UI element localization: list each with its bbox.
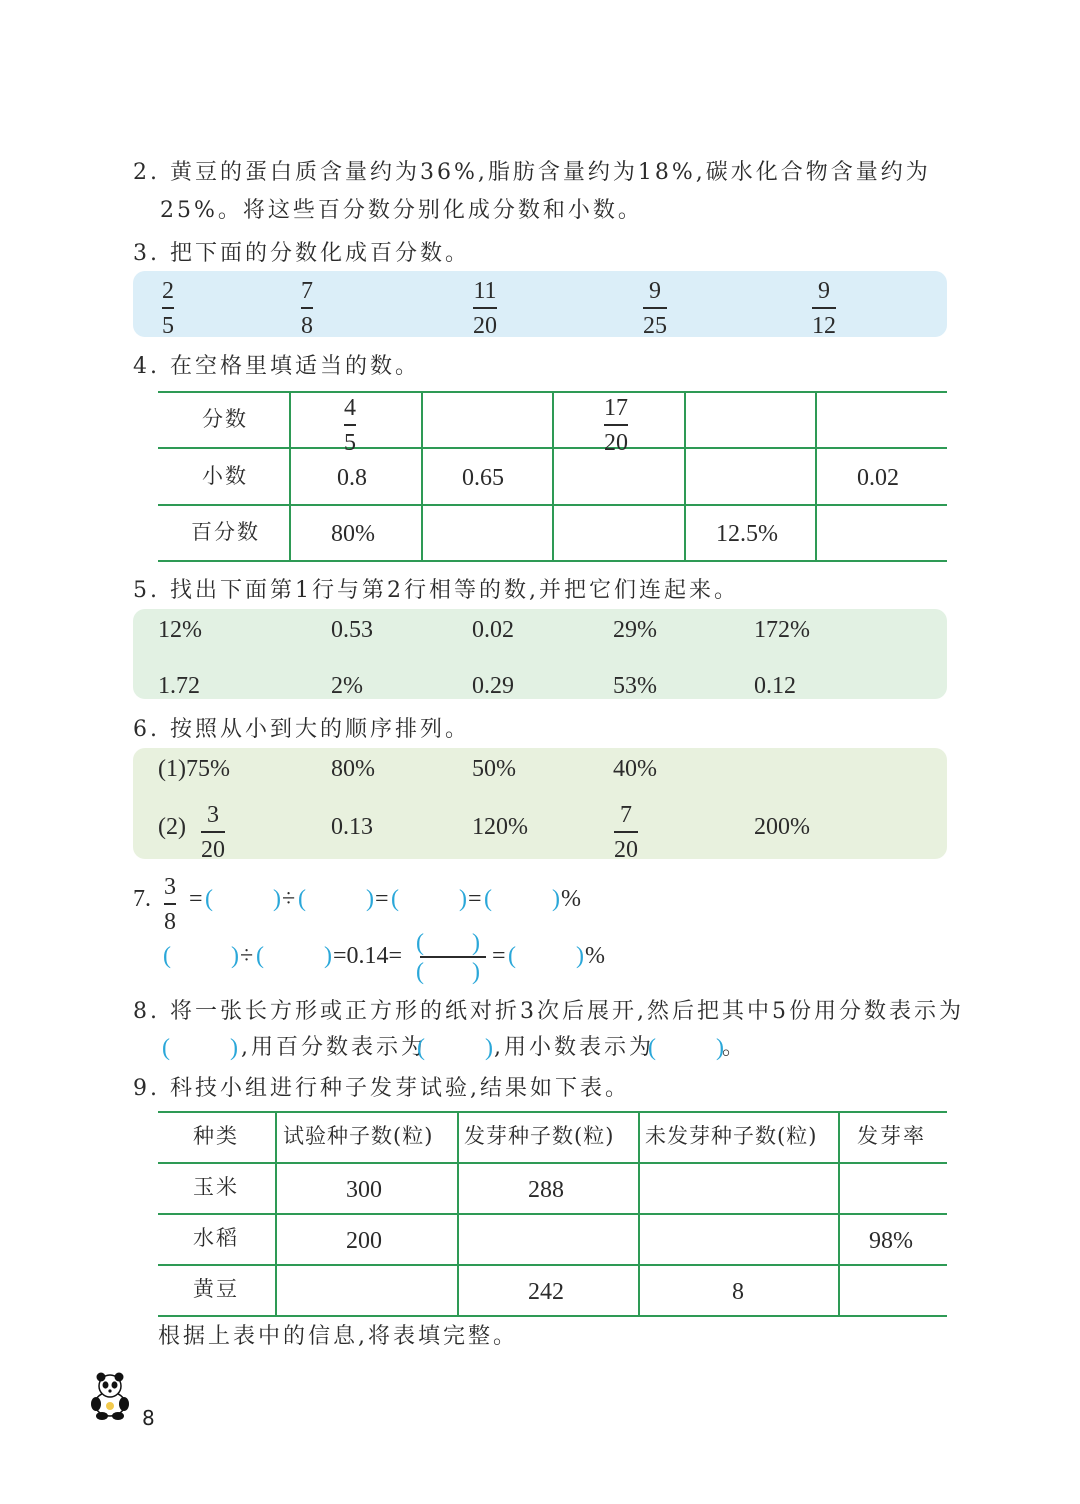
q7-label: 7.	[133, 886, 151, 912]
q9-header: 种类	[193, 1124, 239, 1148]
q6-title: 6. 按照从小到大的顺序排列。	[133, 717, 470, 742]
q7-blank-6[interactable]: ( )	[256, 943, 332, 969]
q4-fraction-cell-1: 4 5	[344, 395, 356, 456]
q5-title: 5. 找出下面第1行与第2行相等的数,并把它们连起来。	[133, 578, 739, 603]
q6-row1-item: 80%	[331, 756, 375, 782]
q6-row2-item: 200%	[754, 814, 810, 840]
q4-decimal-2: 0.65	[462, 465, 504, 491]
q9-row-label: 玉米	[193, 1175, 239, 1199]
q5-row1-item[interactable]: 29%	[613, 617, 657, 643]
q7-blank-7[interactable]: ( )	[508, 943, 584, 969]
q9-cell: 200	[346, 1228, 382, 1254]
q2-line2: 25%。将这些百分数分别化成分数和小数。	[160, 198, 643, 223]
q3-fraction-5: 9 12	[812, 278, 836, 339]
q8-blank-fraction[interactable]: ( )	[162, 1035, 238, 1061]
q9-footer: 根据上表中的信息,将表填完整。	[158, 1324, 518, 1349]
q5-row2-item[interactable]: 53%	[613, 673, 657, 699]
q8-line1: 8. 将一张长方形或正方形的纸对折3次后展开,然后把其中5份用分数表示为	[133, 999, 964, 1024]
q3-title: 3. 把下面的分数化成百分数。	[133, 241, 470, 266]
q4-decimal-1: 0.8	[337, 465, 367, 491]
q4-fraction-cell-3: 17 20	[604, 395, 628, 456]
q5-row1-item[interactable]: 0.02	[472, 617, 514, 643]
q7-blank-3[interactable]: ( )	[391, 886, 467, 912]
q7-blank-4[interactable]: ( )	[484, 886, 560, 912]
q6-row2-item: 120%	[472, 814, 528, 840]
q9-cell: 8	[732, 1279, 744, 1305]
q7-blank-5[interactable]: ( )	[163, 943, 239, 969]
q7-fraction: 3 8	[164, 874, 176, 935]
q4-title: 4. 在空格里填适当的数。	[133, 354, 420, 379]
q5-row1-item[interactable]: 172%	[754, 617, 810, 643]
q6-row2-item: 0.13	[331, 814, 373, 840]
q9-title: 9. 科技小组进行种子发芽试验,结果如下表。	[133, 1076, 630, 1101]
q9-header: 发芽种子数(粒)	[464, 1124, 615, 1148]
q6-row2-prefix: (2)	[158, 814, 186, 840]
q6-band	[133, 748, 947, 859]
q4-label-decimal: 小数	[202, 464, 248, 488]
q5-row2-item[interactable]: 2%	[331, 673, 363, 699]
q3-fraction-3: 11 20	[473, 278, 497, 339]
q9-header: 未发芽种子数(粒)	[645, 1124, 818, 1148]
q9-cell: 98%	[869, 1228, 913, 1254]
panda-icon	[84, 1370, 136, 1422]
q5-row2-item[interactable]: 1.72	[158, 673, 200, 699]
q4-decimal-5: 0.02	[857, 465, 899, 491]
q6-row2-fraction-2: 7 20	[614, 802, 638, 863]
q7-blank-fraction[interactable]: ( ) ( )	[416, 931, 488, 981]
q3-fraction-4: 9 25	[643, 278, 667, 339]
q3-fraction-2: 7 8	[301, 278, 313, 339]
q5-row2-item[interactable]: 0.29	[472, 673, 514, 699]
q6-row2-fraction-1: 3 20	[201, 802, 225, 863]
q7-equals: =	[375, 886, 389, 912]
q5-row1-item[interactable]: 0.53	[331, 617, 373, 643]
q6-row1-item: (1)75%	[158, 756, 230, 782]
q4-percent-1: 80%	[331, 521, 375, 547]
page-number: 8	[142, 1406, 155, 1430]
q5-row2-item[interactable]: 0.12	[754, 673, 796, 699]
q7-equals: =	[468, 886, 482, 912]
q6-row1-item: 50%	[472, 756, 516, 782]
q7-equals: =	[492, 943, 506, 969]
q8-blank-percent[interactable]: ( )	[417, 1035, 493, 1061]
q6-row1-item: 40%	[613, 756, 657, 782]
q9-cell: 300	[346, 1177, 382, 1203]
q9-cell: 288	[528, 1177, 564, 1203]
q4-label-percent: 百分数	[191, 520, 260, 544]
q4-percent-4: 12.5%	[716, 521, 778, 547]
q8-part2: ,用小数表示为	[494, 1035, 654, 1060]
q9-row-label: 水稻	[193, 1226, 239, 1250]
q7-equals: =	[189, 886, 203, 912]
q7-divide: ÷	[282, 886, 296, 912]
q8-blank-decimal[interactable]: ( )	[648, 1035, 724, 1061]
q9-row-label: 黄豆	[193, 1277, 239, 1301]
q2-line1: 2. 黄豆的蛋白质含量约为36%,脂肪含量约为18%,碳水化合物含量约为	[133, 160, 931, 185]
q4-label-fraction: 分数	[202, 407, 248, 431]
q7-blank-2[interactable]: ( )	[298, 886, 374, 912]
q7-equals-014: =0.14=	[333, 943, 403, 969]
q7-divide: ÷	[240, 943, 254, 969]
q5-band	[133, 609, 947, 699]
q8-end: 。	[722, 1035, 748, 1060]
q5-row1-item[interactable]: 12%	[158, 617, 202, 643]
q7-percent-sign: %	[561, 886, 581, 912]
q9-cell: 242	[528, 1279, 564, 1305]
q7-percent-sign: %	[585, 943, 605, 969]
q9-header: 发芽率	[857, 1124, 926, 1148]
q9-header: 试验种子数(粒)	[283, 1124, 434, 1148]
q7-blank-1[interactable]: ( )	[205, 886, 281, 912]
q8-part1: ,用百分数表示为	[241, 1035, 426, 1060]
q3-fraction-1: 2 5	[162, 278, 174, 339]
